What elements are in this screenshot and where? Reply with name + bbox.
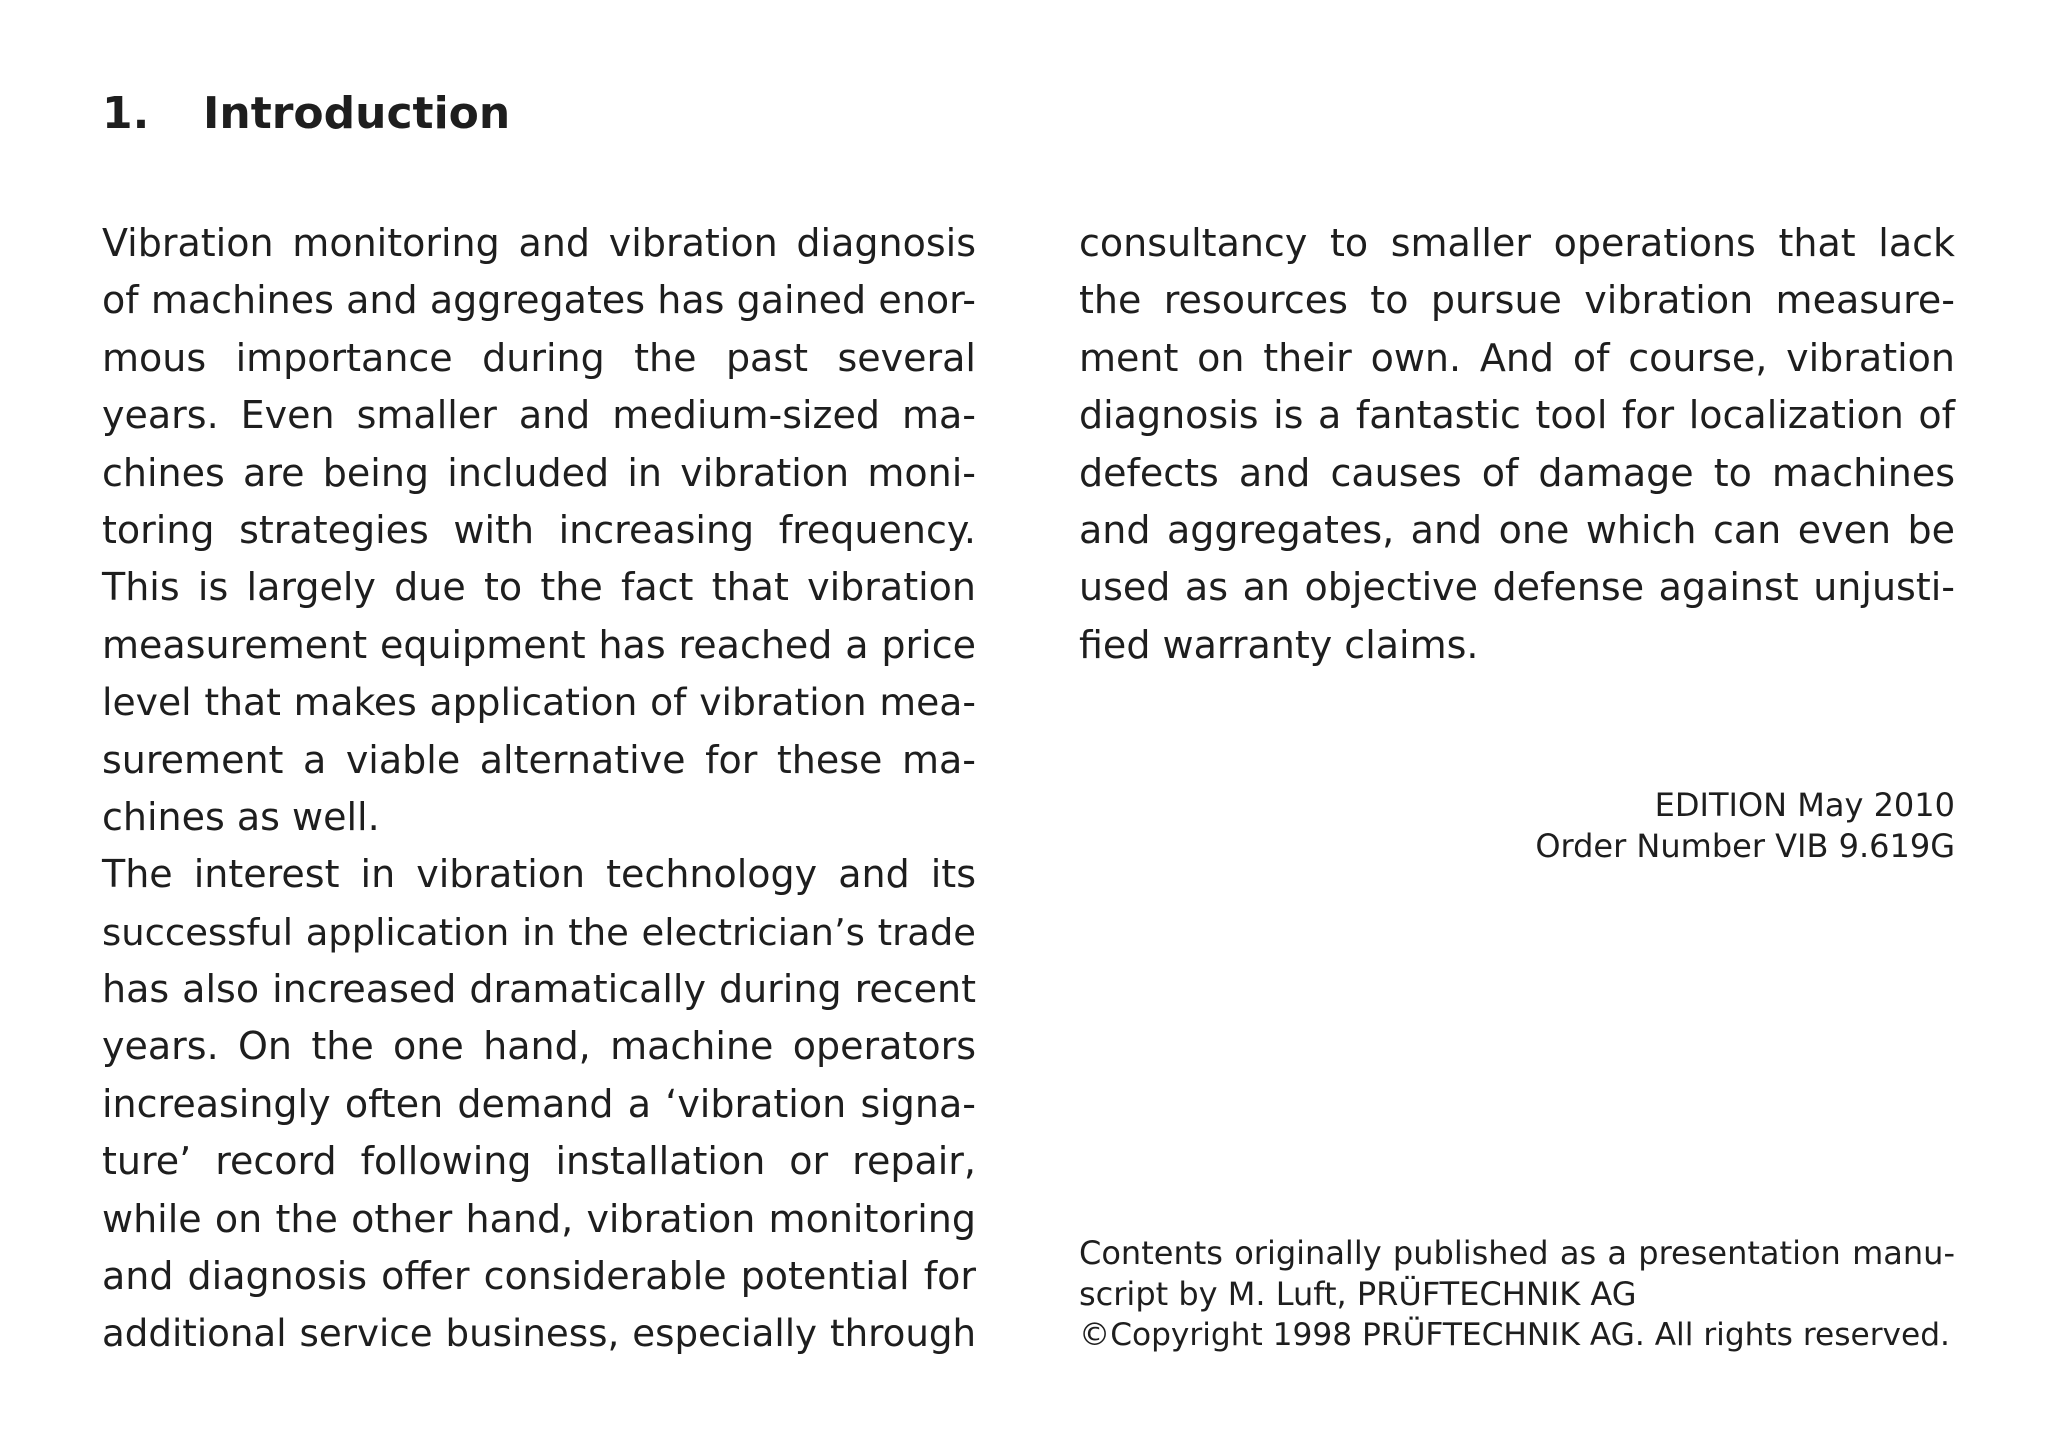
right-line: fied warranty claims. [1079, 622, 1479, 667]
right-column-text [1079, 215, 1955, 674]
right-line: and aggregates, and one which can even be [1079, 507, 1955, 552]
right-line: diagnosis is a fantastic tool for localization of [1079, 393, 1955, 438]
right-line: the resources to pursue vibration measure- [1079, 278, 1955, 323]
left-line: ture’ record following installation or repair, [102, 1139, 976, 1184]
left-line: of machines and aggregates has gained enor- [102, 278, 976, 323]
left-line: surement a viable alternative for these ma- [102, 737, 976, 782]
left-line: The interest in vibration technology and its [102, 852, 976, 897]
left-line: increasingly often demand a ‘vibration signa- [102, 1081, 976, 1126]
right-line: used as an objective defense against unjusti- [1079, 565, 1955, 610]
left-line: years. Even smaller and medium-sized ma- [102, 393, 976, 438]
copyright-line: ©Copyright 1998 PRÜFTECHNIK AG. All rights reserved. [1079, 1317, 1950, 1353]
left-line: has also increased dramatically during recent [102, 967, 976, 1012]
left-line: mous importance during the past several [102, 335, 976, 380]
edition-info [1535, 785, 1955, 867]
notes-line: script by M. Luft, PRÜFTECHNIK AG [1079, 1275, 1637, 1313]
left-line: measurement equipment has reached a price [102, 622, 976, 667]
right-line: defects and causes of damage to machines [1079, 450, 1955, 495]
left-line: additional service business, especially through [102, 1311, 976, 1356]
publication-notes [1079, 1233, 1955, 1356]
left-line: years. On the one hand, machine operators [102, 1024, 976, 1069]
left-line: chines are being included in vibration moni- [102, 450, 976, 495]
left-line: This is largely due to the fact that vibration [102, 565, 976, 610]
section-number: 1. [102, 88, 150, 139]
left-line: toring strategies with increasing frequency. [102, 507, 976, 552]
order-number: Order Number VIB 9.619G [1535, 827, 1955, 865]
edition-date: EDITION May 2010 [1654, 786, 1955, 824]
notes-line: Contents originally published as a presentation manu- [1079, 1234, 1955, 1272]
left-column-text [102, 215, 976, 1363]
right-line: ment on their own. And of course, vibration [1079, 335, 1955, 380]
left-line: chines as well. [102, 794, 380, 839]
left-line: while on the other hand, vibration monitoring [102, 1196, 976, 1241]
left-line: level that makes application of vibration mea- [102, 680, 976, 725]
section-heading [102, 84, 510, 144]
section-title: Introduction [203, 88, 511, 139]
right-line: consultancy to smaller operations that lack [1079, 221, 1955, 265]
left-line: successful application in the electrician’s trade [102, 910, 976, 954]
left-line: Vibration monitoring and vibration diagnosis [102, 221, 976, 265]
left-line: and diagnosis offer considerable potential for [102, 1254, 976, 1299]
